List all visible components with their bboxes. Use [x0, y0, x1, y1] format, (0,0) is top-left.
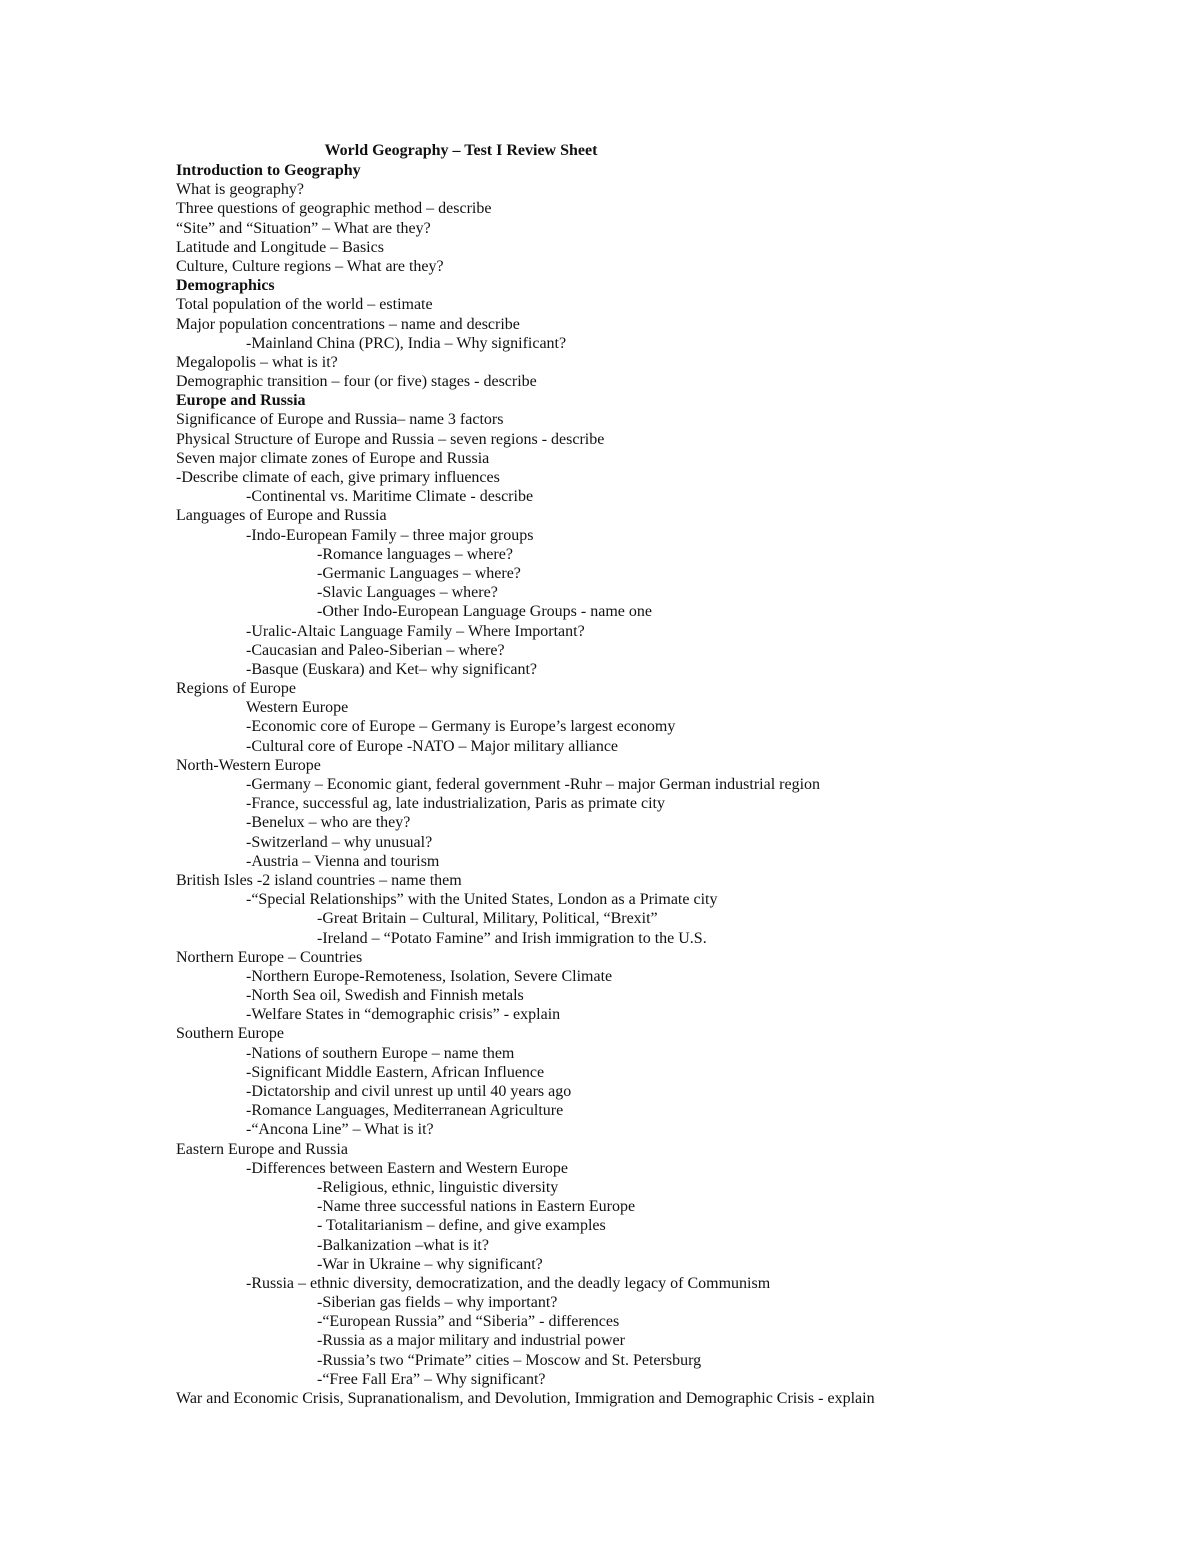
review-item: -France, successful ag, late industrialization, Paris as primate city: [246, 795, 665, 813]
review-item: -Cultural core of Europe -NATO – Major military alliance: [246, 737, 619, 755]
review-item: Seven major climate zones of Europe and Russia: [176, 449, 490, 467]
review-item: -Romance languages – where?: [317, 545, 513, 563]
review-item: Demographic transition – four (or five) stages - describe: [176, 373, 537, 391]
review-item: -Benelux – who are they?: [246, 814, 411, 832]
review-item: -“European Russia” and “Siberia” - differences: [317, 1313, 620, 1331]
review-item: -War in Ukraine – why significant?: [317, 1255, 543, 1273]
review-item: -Switzerland – why unusual?: [246, 833, 433, 851]
review-item: -Nations of southern Europe – name them: [246, 1044, 515, 1062]
review-item: Latitude and Longitude – Basics: [176, 238, 384, 256]
section-heading: Introduction to Geography: [176, 162, 361, 179]
review-item: -“Free Fall Era” – Why significant?: [317, 1370, 546, 1388]
review-item: -Mainland China (PRC), India – Why significant?: [246, 334, 567, 352]
review-item: North-Western Europe: [176, 756, 321, 774]
review-item: Total population of the world – estimate: [176, 296, 433, 314]
review-item: Major population concentrations – name and describe: [176, 315, 520, 333]
review-item: Northern Europe – Countries: [176, 948, 363, 966]
review-item: Southern Europe: [176, 1025, 284, 1043]
review-item: -“Ancona Line” – What is it?: [246, 1121, 434, 1139]
review-item: -North Sea oil, Swedish and Finnish metals: [246, 987, 524, 1005]
review-item: British Isles -2 island countries – name them: [176, 871, 462, 889]
review-item: -Describe climate of each, give primary influences: [176, 469, 500, 486]
review-item: -Welfare States in “demographic crisis” - explain: [246, 1006, 561, 1024]
review-item: -Great Britain – Cultural, Military, Political, “Brexit”: [317, 910, 658, 928]
review-item: -Ireland – “Potato Famine” and Irish immigration to the U.S.: [317, 929, 707, 947]
page-title: World Geography – Test I Review Sheet: [324, 142, 598, 159]
review-item: -Russia’s two “Primate” cities – Moscow and St. Petersburg: [317, 1351, 702, 1369]
review-item: - Totalitarianism – define, and give examples: [317, 1217, 606, 1235]
review-list: [176, 161, 1176, 1408]
review-item: Three questions of geographic method – describe: [176, 200, 492, 218]
review-item: -Russia – ethnic diversity, democratization, and the deadly legacy of Communism: [246, 1274, 771, 1292]
review-item: -Austria – Vienna and tourism: [246, 852, 440, 870]
review-item: -Name three successful nations in Eastern Europe: [317, 1198, 636, 1216]
review-item: Western Europe: [246, 699, 349, 717]
review-item: -Significant Middle Eastern, African Influence: [246, 1063, 545, 1081]
review-item: Physical Structure of Europe and Russia – seven regions - describe: [176, 430, 605, 448]
review-item: -“Special Relationships” with the United States, London as a Primate city: [246, 891, 718, 909]
section-heading: Europe and Russia: [176, 392, 306, 410]
review-item: -Germany – Economic giant, federal government -Ruhr – major German industrial region: [246, 776, 821, 793]
review-item: -Caucasian and Paleo-Siberian – where?: [246, 641, 505, 659]
review-item: What is geography?: [176, 181, 304, 199]
review-item: -Other Indo-European Language Groups - name one: [317, 603, 652, 621]
review-item: War and Economic Crisis, Supranationalism, and Devolution, Immigration and Demographic Crisis - explain: [176, 1390, 875, 1407]
review-item: Eastern Europe and Russia: [176, 1140, 348, 1158]
review-item: -Northern Europe-Remoteness, Isolation, Severe Climate: [246, 967, 613, 985]
review-item: Culture, Culture regions – What are they?: [176, 257, 444, 275]
review-item: -Economic core of Europe – Germany is Europe’s largest economy: [246, 718, 676, 736]
review-item: -Uralic-Altaic Language Family – Where Important?: [246, 622, 585, 640]
section-heading: Demographics: [176, 277, 275, 295]
review-item: -Continental vs. Maritime Climate - describe: [246, 488, 534, 506]
review-item: Regions of Europe: [176, 680, 296, 698]
review-item: -Balkanization –what is it?: [317, 1236, 489, 1254]
review-item: Languages of Europe and Russia: [176, 507, 387, 525]
review-item: Significance of Europe and Russia– name 3 factors: [176, 411, 504, 429]
review-item: -Russia as a major military and industrial power: [317, 1332, 625, 1350]
review-item: -Slavic Languages – where?: [317, 584, 498, 602]
review-item: -Differences between Eastern and Western Europe: [246, 1159, 568, 1177]
review-item: -Germanic Languages – where?: [317, 564, 521, 582]
review-item: Megalopolis – what is it?: [176, 353, 338, 371]
review-item: -Indo-European Family – three major groups: [246, 526, 534, 544]
review-item: -Basque (Euskara) and Ket– why significant?: [246, 660, 538, 678]
review-item: “Site” and “Situation” – What are they?: [176, 219, 431, 237]
review-item: -Siberian gas fields – why important?: [317, 1294, 558, 1312]
review-item: -Dictatorship and civil unrest up until 40 years ago: [246, 1083, 572, 1100]
review-item: -Romance Languages, Mediterranean Agriculture: [246, 1102, 564, 1120]
review-item: -Religious, ethnic, linguistic diversity: [317, 1178, 559, 1196]
